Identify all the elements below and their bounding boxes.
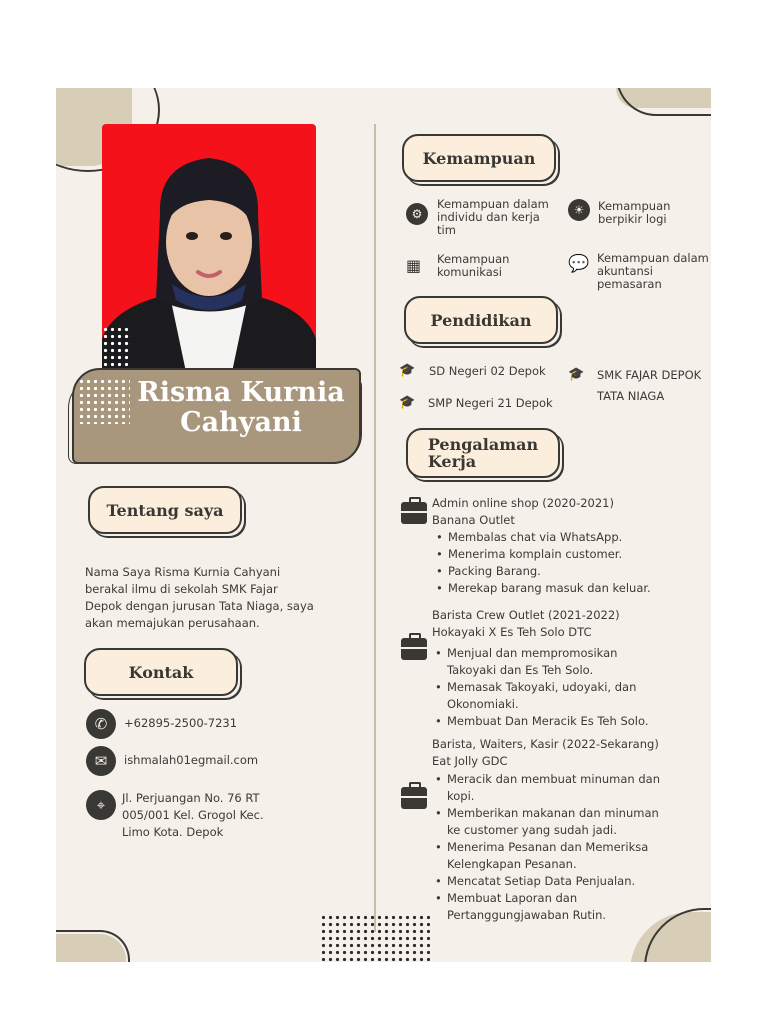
education-heading xyxy=(404,296,558,344)
briefcase-icon xyxy=(401,502,427,524)
name-heading xyxy=(126,378,356,438)
job-company: Eat Jolly GDC xyxy=(432,754,508,768)
duty-item: • Mencatat Setiap Data Penjualan. xyxy=(447,873,662,890)
person-portrait-icon xyxy=(102,124,316,372)
skills-heading-label: Kemampuan xyxy=(422,148,536,168)
graduation-cap-icon: 🎓 xyxy=(568,367,585,382)
duty-item: • Memberikan makanan dan minuman ke customer yang sudah jadi. xyxy=(447,805,662,839)
experience-heading-line-2: Kerja xyxy=(427,452,477,471)
skill-item: Kemampuan dalam akuntansi pemasaran xyxy=(597,251,709,291)
dot-pattern-name xyxy=(78,378,130,424)
duty-item: • Packing Barang. xyxy=(448,563,708,580)
dot-pattern-white xyxy=(102,326,132,372)
about-heading xyxy=(88,486,242,534)
graduation-cap-icon: 🎓 xyxy=(399,363,416,378)
phone-icon: ✆ xyxy=(86,709,116,739)
duty-item: • Membuat Dan Meracik Es Teh Solo. xyxy=(447,713,657,730)
duty-item: • Membalas chat via WhatsApp. xyxy=(448,529,708,546)
education-item: SD Negeri 02 Depok xyxy=(429,364,546,378)
education-item: TATA NIAGA xyxy=(597,389,665,403)
skill-item: Kemampuan komunikasi xyxy=(437,252,510,279)
job-duties xyxy=(434,529,708,597)
duty-item: • Memasak Takoyaki, udoyaki, dan Okonomiaki. xyxy=(447,679,657,713)
education-heading-label: Pendidikan xyxy=(430,310,532,330)
duty-item: • Merekap barang masuk dan keluar. xyxy=(448,580,708,597)
experience-heading-line-1: Pengalaman xyxy=(427,435,539,454)
lightbulb-icon: ☀ xyxy=(568,199,590,221)
corner-ring-bottom-left xyxy=(56,930,130,962)
duty-item: • Meracik dan membuat minuman dan kopi. xyxy=(447,771,662,805)
name-line-1: Risma Kurnia xyxy=(137,377,345,408)
about-heading-label: Tentang saya xyxy=(106,500,224,520)
skills-heading xyxy=(402,134,556,182)
communication-icon: ▦ xyxy=(406,256,422,275)
education-item: SMP Negeri 21 Depok xyxy=(428,396,553,410)
experience-heading xyxy=(406,428,560,478)
skill-item: Kemampuan berpikir logi xyxy=(598,199,671,226)
job-company: Banana Outlet xyxy=(432,513,515,527)
job-title: Admin online shop (2020-2021) xyxy=(432,496,614,510)
contact-heading xyxy=(84,648,238,696)
about-text: Nama Saya Risma Kurnia Cahyani berakal ilmu di sekolah SMK Fajar Depok dengan jurusan Tata Niaga, saya akan memajukan perusahaan. xyxy=(85,565,314,630)
skill-item: Kemampuan dalam individu dan kerja tim xyxy=(437,197,549,237)
briefcase-icon xyxy=(401,638,427,660)
profile-photo xyxy=(102,124,316,372)
job-title: Barista Crew Outlet (2021-2022) xyxy=(432,608,620,622)
teamwork-icon: ⚙ xyxy=(406,203,428,225)
duty-item: • Membuat Laporan dan Pertanggungjawaban Rutin. xyxy=(447,890,662,924)
chat-icon: 💬 xyxy=(568,254,590,274)
job-company: Hokayaki X Es Teh Solo DTC xyxy=(432,625,592,639)
email-icon: ✉ xyxy=(86,746,116,776)
contact-address: Jl. Perjuangan No. 76 RT 005/001 Kel. Grogol Kec. Limo Kota. Depok xyxy=(122,791,264,839)
contact-phone: +62895-2500-7231 xyxy=(124,716,238,730)
duty-item: • Menjual dan mempromosikan Takoyaki dan Es Teh Solo. xyxy=(447,645,657,679)
job-duties xyxy=(433,645,657,730)
name-line-2: Cahyani xyxy=(180,407,302,438)
job-duties xyxy=(433,771,662,924)
duty-item: • Menerima Pesanan dan Memeriksa Kelengkapan Pesanan. xyxy=(447,839,662,873)
corner-ring-top-right xyxy=(616,88,711,116)
duty-item: • Menerima komplain customer. xyxy=(448,546,708,563)
job-title: Barista, Waiters, Kasir (2022-Sekarang) xyxy=(432,737,659,751)
column-divider xyxy=(374,124,376,932)
graduation-cap-icon: 🎓 xyxy=(399,395,416,410)
contact-email: ishmalah01egmail.com xyxy=(124,753,259,767)
education-item: SMK FAJAR DEPOK xyxy=(597,368,702,382)
contact-heading-label: Kontak xyxy=(128,662,194,682)
briefcase-icon xyxy=(401,787,427,809)
location-icon: ⌖ xyxy=(86,790,116,820)
resume-page xyxy=(56,88,711,962)
